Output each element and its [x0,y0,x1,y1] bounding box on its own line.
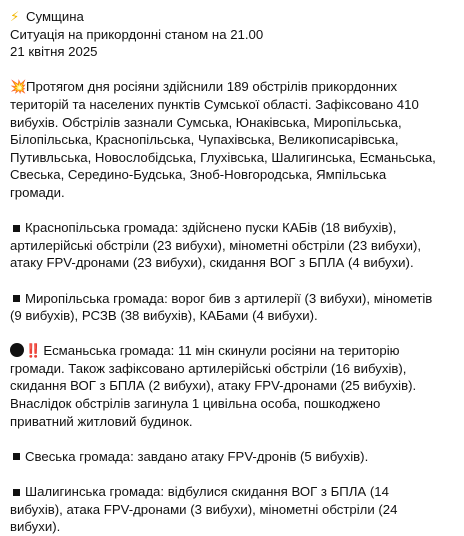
esmanska-paragraph: ‼️ Есманьська громада: 11 мін скинули росіяни на територію громади. Також зафіксовано артилерійські обстріли (16 вибухів), скидання ВОГ з БПЛА (2 вибухи), атаку FPV-дронами (25 вибухів). Внаслідок обстрілів загинула 1 цивільна особа, пошкоджено приватний житловий будинок. [10,343,417,429]
black-square-icon [13,489,20,496]
black-circle-icon [10,343,24,357]
shalyhynska-paragraph: Шалигинська громада: відбулися скидання ВОГ з БПЛА (14 вибухів), атака FPV-дронами (3 вибухи), мінометні обстріли (24 вибухи). [10,484,398,535]
post-subtitle: Ситуація на прикордонні станом на 21.00 [10,26,264,42]
black-square-icon [13,225,20,232]
krasnopilska-paragraph: Краснопільська громада: здійснено пуски КАБів (18 вибухів), артилерійські обстріли (23 вибухи), мінометні обстріли (23 вибухи), атаку FPV-дронами (23 вибухи), скидання ВОГ з БПЛА (4 вибухи). [10,220,422,271]
lightning-icon: ⚡ [10,9,20,24]
black-square-icon [13,453,20,460]
double-exclamation-icon: ‼️ [25,343,41,359]
post-title-line [10,8,456,26]
post-title: Сумщина [26,9,84,24]
sveska-paragraph: Свеська громада: завдано атаку FPV-дронів (5 вибухів). [10,448,456,466]
summary-paragraph: 💥Протягом дня росіяни здійснили 189 обстрілів прикордонних територій та населених пунктів Сумської області. Зафіксовано 410 вибухів. Обстрілів зазнали Сумська, Юнаківська, Миропільська, Білопільська, Краснопільська, Чупахівська, Великописарівська, Путивльська, Новослобідська, Глухівська, Шалигинська, Есманьська, Свеська, Середино-Будська, Зноб-Новгородська, Ямпільська громади. [10,79,436,200]
black-square-icon [13,295,20,302]
post-date: 21 квітня 2025 [10,44,98,60]
collision-icon: 💥 [10,79,27,95]
myropilska-paragraph: Миропільська громада: ворог бив з артилерії (3 вибухи), мінометів (9 вибухів), РСЗВ (38 вибухів), КАБами (4 вибухи). [10,290,433,324]
